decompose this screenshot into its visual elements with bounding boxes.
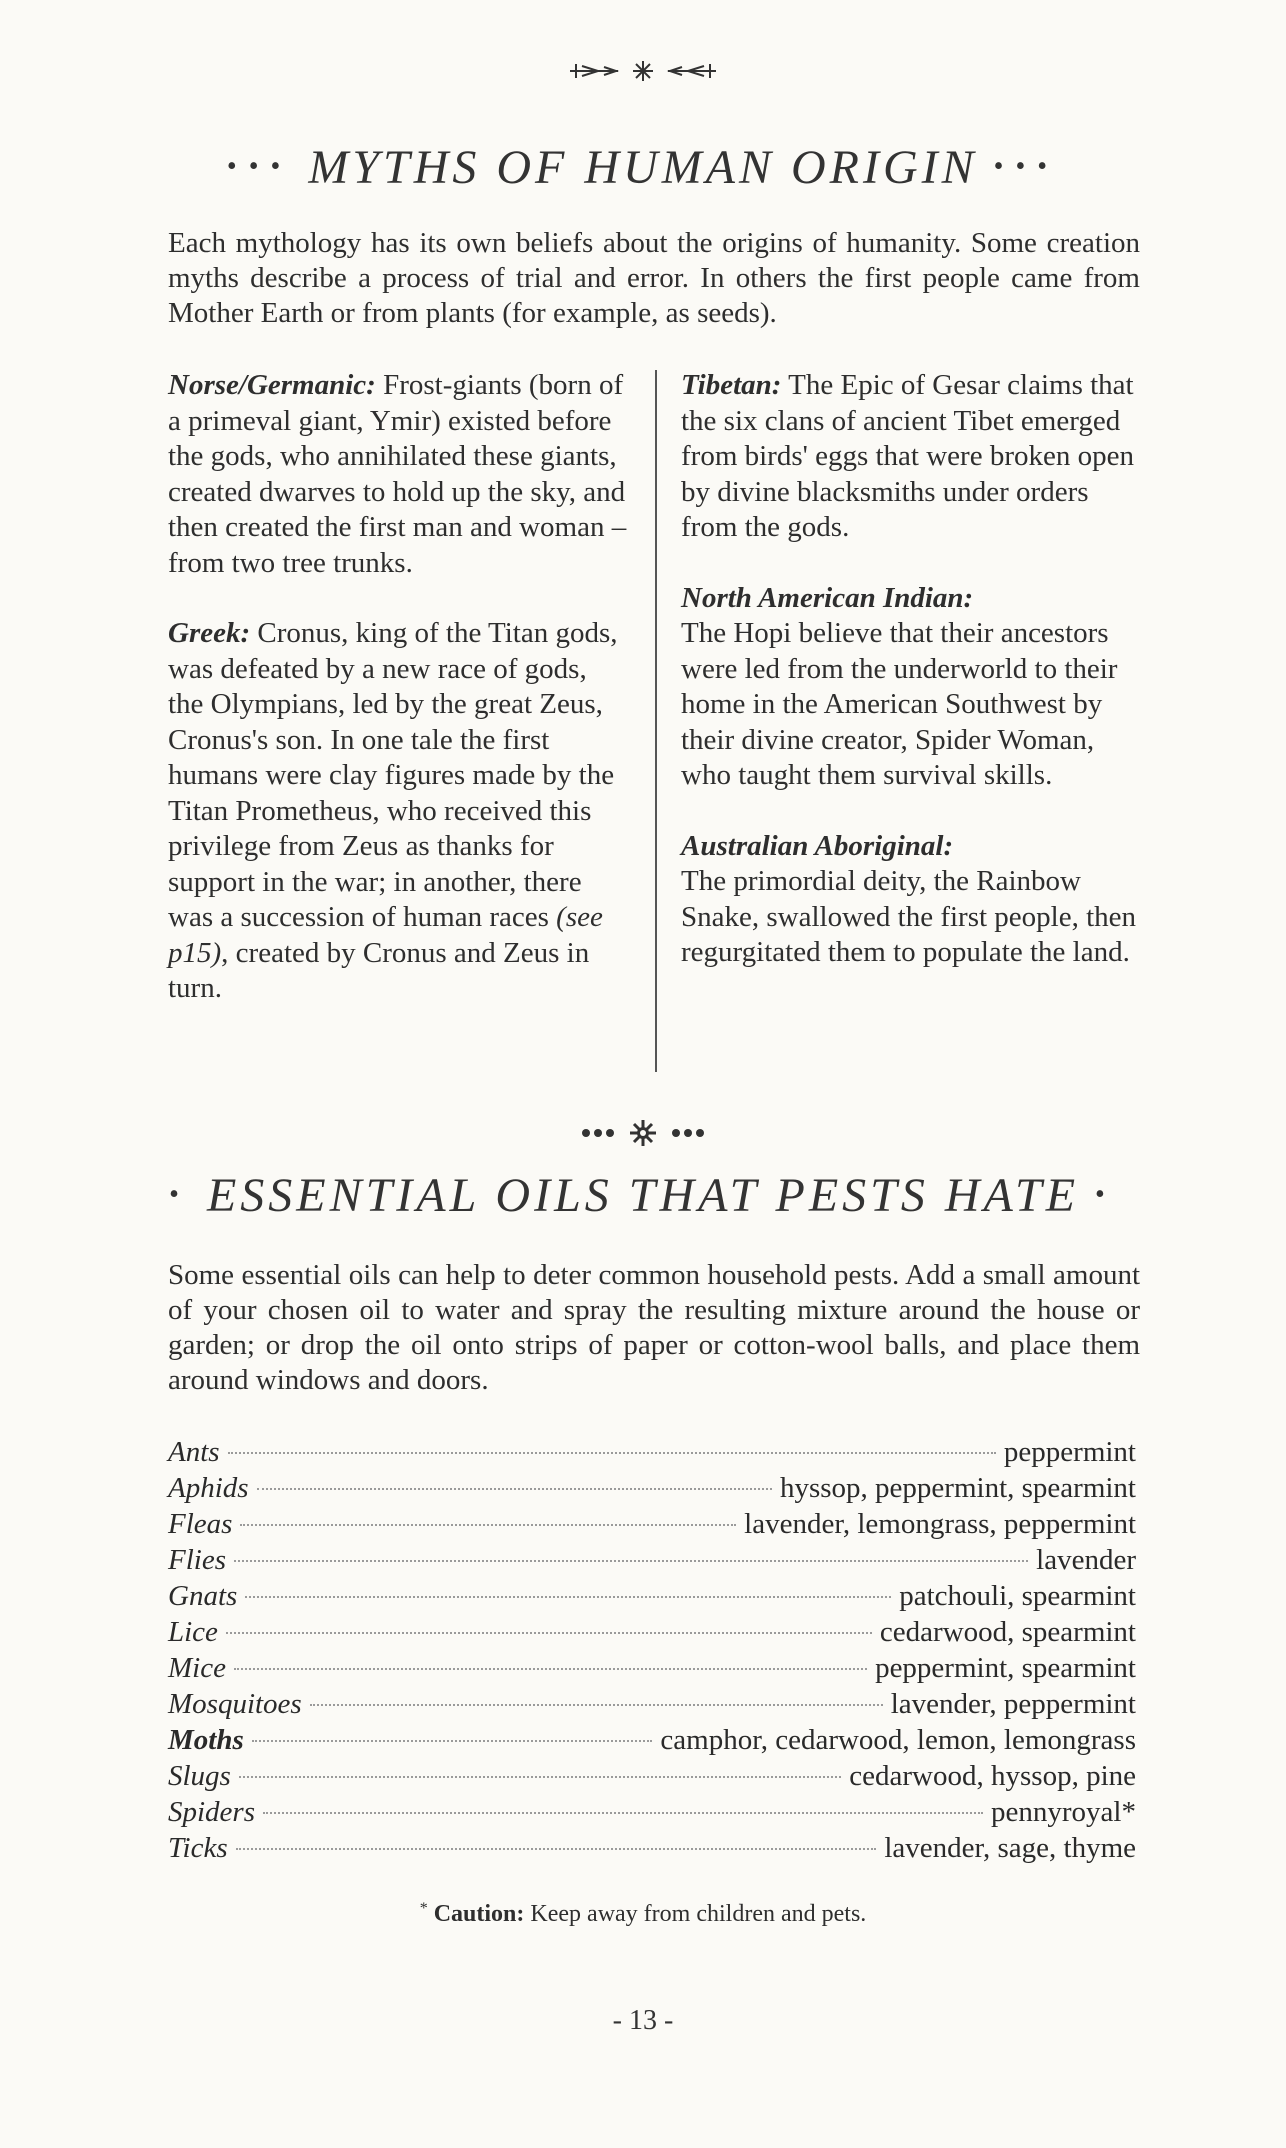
dot-leader bbox=[228, 1452, 996, 1454]
entry-label: Australian Aboriginal: bbox=[681, 829, 954, 862]
pest-name: Slugs bbox=[168, 1760, 231, 1792]
list-item bbox=[168, 1578, 1136, 1614]
list-item bbox=[168, 1650, 1136, 1686]
entry-text: The Epic of Gesar claims that the six clans of ancient Tibet emerged from birds' eggs that were broken open by divine blacksmiths under orders from the gods. bbox=[681, 369, 1134, 543]
entry-label: Norse/Germanic: bbox=[168, 369, 376, 401]
list-item bbox=[168, 1506, 1136, 1542]
list-item bbox=[168, 1614, 1136, 1650]
pest-oils: lavender bbox=[1036, 1544, 1136, 1576]
section-separator bbox=[0, 1118, 1286, 1152]
pest-oils: pennyroyal* bbox=[991, 1796, 1136, 1828]
list-item bbox=[168, 1758, 1136, 1794]
myth-entry-tibetan bbox=[681, 368, 1151, 546]
entry-text-after: , created by Cronus and Zeus in turn. bbox=[168, 936, 590, 1004]
list-item bbox=[168, 1830, 1136, 1866]
dot-leader bbox=[310, 1704, 883, 1706]
pest-oils: lavender, lemongrass, peppermint bbox=[744, 1508, 1136, 1540]
dot-leader bbox=[234, 1560, 1028, 1562]
entry-text: Frost-giants (born of a primeval giant, Ymir) existed before the gods, who annihilated these giants, created dwarves to hold up the sky, and then created the first man and woman – from two tree trunks. bbox=[168, 369, 627, 579]
entry-label: North American Indian: bbox=[681, 581, 974, 614]
section-title-oils: • ESSENTIAL OILS THAT PESTS HATE • bbox=[169, 1169, 1117, 1222]
page-reference: (see p15) bbox=[168, 901, 603, 969]
caution-note bbox=[0, 1900, 1286, 1928]
flourish-icon bbox=[568, 58, 718, 84]
pest-name: Gnats bbox=[168, 1580, 238, 1612]
dot-leader bbox=[226, 1632, 872, 1634]
entry-label: Tibetan: bbox=[681, 369, 782, 401]
myths-right-column bbox=[681, 368, 1151, 1006]
top-ornament bbox=[0, 58, 1286, 88]
dot-leader bbox=[236, 1848, 877, 1850]
list-item bbox=[168, 1470, 1136, 1506]
list-item bbox=[168, 1542, 1136, 1578]
list-item bbox=[168, 1722, 1136, 1758]
myth-entry-australian bbox=[681, 829, 1151, 971]
myth-entry-norse bbox=[168, 368, 628, 581]
page-number: - 13 - bbox=[612, 2005, 674, 2036]
caution-text: Keep away from children and pets. bbox=[530, 1901, 867, 1927]
column-divider bbox=[655, 370, 657, 1072]
pest-name: Moths bbox=[168, 1724, 244, 1756]
pest-oils: camphor, cedarwood, lemon, lemongrass bbox=[660, 1724, 1136, 1756]
list-item bbox=[168, 1434, 1136, 1470]
dot-leader bbox=[252, 1740, 653, 1742]
pest-oil-list bbox=[168, 1434, 1136, 1866]
pest-oils: lavender, sage, thyme bbox=[884, 1832, 1136, 1864]
pest-name: Spiders bbox=[168, 1796, 255, 1828]
dot-leader bbox=[234, 1668, 867, 1670]
list-item bbox=[168, 1794, 1136, 1830]
pest-name: Flies bbox=[168, 1544, 226, 1576]
caution-asterisk: * bbox=[419, 1900, 428, 1917]
pest-oils: cedarwood, spearmint bbox=[879, 1616, 1136, 1648]
entry-text: Cronus, king of the Titan gods, was defeated by a new race of gods, the Olympians, led by the great Zeus, Cronus's son. In one tale the first humans were clay figures made by the Titan Prometheus, who received this privilege from Zeus as thanks for support in the war; in another, there was a succession of human races bbox=[168, 617, 618, 933]
pest-name: Mosquitoes bbox=[168, 1688, 302, 1720]
dot-leader bbox=[239, 1776, 841, 1778]
dot-leader bbox=[263, 1812, 983, 1814]
pest-name: Mice bbox=[168, 1652, 226, 1684]
pest-oils: patchouli, spearmint bbox=[899, 1580, 1136, 1612]
pest-oils: peppermint, spearmint bbox=[875, 1652, 1136, 1684]
flower-ornament-icon bbox=[578, 1118, 708, 1148]
pest-name: Fleas bbox=[168, 1508, 233, 1540]
pest-oils: lavender, peppermint bbox=[890, 1688, 1136, 1720]
pest-oils: peppermint bbox=[1003, 1436, 1136, 1468]
dot-leader bbox=[245, 1596, 891, 1598]
dot-leader bbox=[240, 1524, 736, 1526]
pest-name: Ants bbox=[168, 1436, 220, 1468]
dot-leader bbox=[257, 1488, 772, 1490]
pest-oils: cedarwood, hyssop, pine bbox=[849, 1760, 1136, 1792]
pest-name: Lice bbox=[168, 1616, 218, 1648]
caution-label: Caution: bbox=[433, 1901, 525, 1927]
pest-oils: hyssop, peppermint, spearmint bbox=[779, 1472, 1136, 1504]
myths-left-column bbox=[168, 368, 628, 1042]
myth-entry-north-american bbox=[681, 581, 1151, 794]
entry-text: The Hopi believe that their ancestors were led from the underworld to their home in the American Southwest by their divine creator, Spider Woman, who taught them survival skills. bbox=[681, 617, 1118, 791]
list-item bbox=[168, 1686, 1136, 1722]
myth-entry-greek bbox=[168, 616, 628, 1007]
section-title-myths: ••• MYTHS OF HUMAN ORIGIN ••• bbox=[226, 141, 1060, 194]
pest-name: Ticks bbox=[168, 1832, 228, 1864]
pest-name: Aphids bbox=[168, 1472, 249, 1504]
entry-label: Greek: bbox=[168, 617, 251, 649]
oils-intro: Some essential oils can help to deter common household pests. Add a small amount of your chosen oil to water and spray the resulting mixture around the house or garden; or drop the oil onto strips of paper or cotton-wool balls, and place them around windows and doors. bbox=[168, 1259, 1140, 1396]
myths-intro: Each mythology has its own beliefs about the origins of humanity. Some creation myths describe a process of trial and error. In others the first people came from Mother Earth or from plants (for example, as seeds). bbox=[168, 227, 1140, 329]
entry-text: The primordial deity, the Rainbow Snake, swallowed the first people, then regurgitated them to populate the land. bbox=[681, 865, 1137, 968]
